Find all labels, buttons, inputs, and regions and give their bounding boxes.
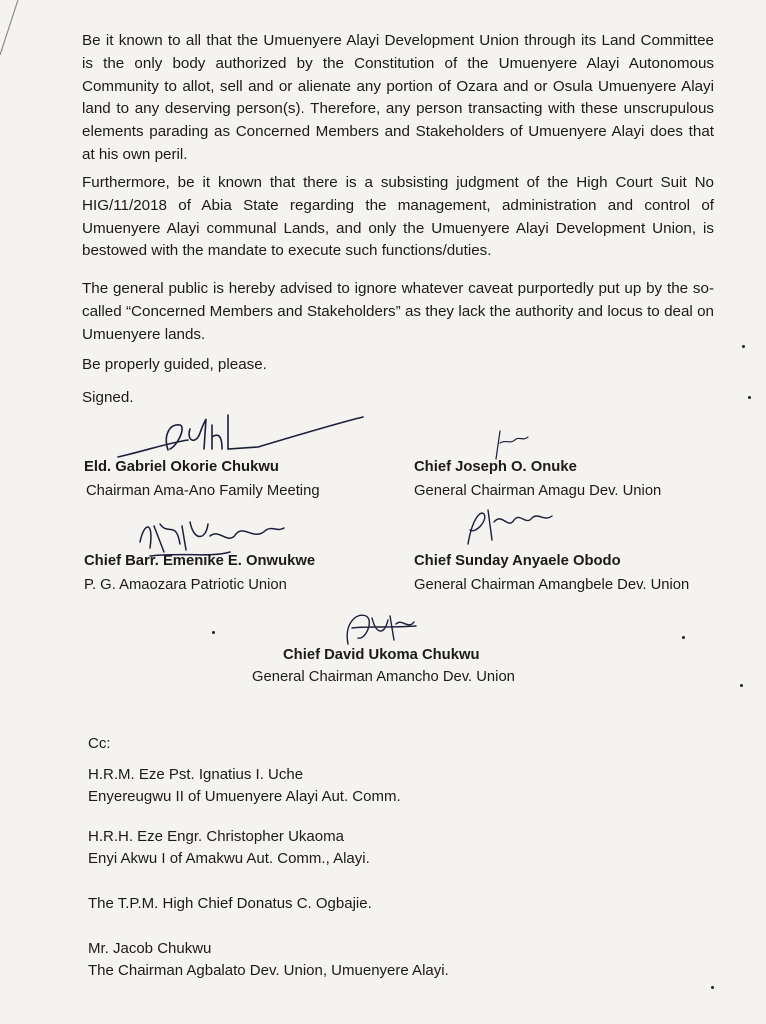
cc-label: Cc: (88, 735, 111, 752)
signatory-title-emenike: P. G. Amaozara Patriotic Union (84, 577, 287, 593)
scan-speck (742, 345, 745, 348)
signatory-name-sunday: Chief Sunday Anyaele Obodo (414, 553, 621, 569)
cc-recipient-2-name: H.R.H. Eze Engr. Christopher Ukaoma (88, 828, 344, 845)
scan-speck (748, 396, 751, 399)
cc-recipient-1-name: H.R.M. Eze Pst. Ignatius I. Uche (88, 766, 304, 783)
paragraph-authority: Be it known to all that the Umuenyere Alayi Development Union through its Land Committee is the only body authorized by the Constitution of the Umuenyere Alayi Autonomous Community to allot, sell and or alienate any portion of Ozara and or Osula Umuenyere Alayi land to any deserving person(s). Therefore, any person transacting with these unscrupulous elements parading as Concerned Members and Stakeholders of Umuenyere Alayi does that at his own peril. (82, 32, 714, 163)
cc-recipient-3-name: The T.P.M. High Chief Donatus C. Ogbajie. (88, 895, 372, 912)
signatory-name-emenike: Chief Barr. Emenike E. Onwukwe (84, 553, 316, 569)
signature-gabriel (108, 405, 368, 465)
signatory-title-david: General Chairman Amancho Dev. Union (252, 669, 515, 685)
cc-recipient-2-title: Enyi Akwu I of Amakwu Aut. Comm., Alayi. (88, 850, 370, 867)
cc-recipient-4-title: The Chairman Agbalato Dev. Union, Umuenyere Alayi. (88, 962, 449, 979)
signature-sunday (454, 500, 564, 550)
scan-speck (740, 684, 743, 687)
signatory-name-gabriel: Eld. Gabriel Okorie Chukwu (84, 459, 279, 475)
signatory-title-gabriel: Chairman Ama-Ano Family Meeting (86, 483, 320, 499)
paragraph-judgment: Furthermore, be it known that there is a subsisting judgment of the High Court Suit No HIG/11/2018 of Abia State regarding the management, administration and control of Umuenyere Alayi communal Lands, and only the Umuenyere Alayi Development Union, is bestowed with the mandate to execute such functions/duties. (82, 174, 714, 260)
cc-recipient-1-title: Enyereugwu II of Umuenyere Alayi Aut. Comm. (88, 788, 401, 805)
scan-speck (682, 636, 685, 639)
signatory-title-joseph: General Chairman Amagu Dev. Union (414, 483, 662, 499)
cc-recipient-4-name: Mr. Jacob Chukwu (88, 940, 212, 957)
closing-line: Be properly guided, please. (82, 356, 267, 373)
signatory-title-sunday: General Chairman Amangbele Dev. Union (414, 577, 690, 593)
signed-label: Signed. (82, 389, 134, 406)
page-fold-mark (0, 0, 30, 60)
signatory-name-joseph: Chief Joseph O. Onuke (414, 459, 577, 475)
scan-speck (711, 986, 714, 989)
signatory-name-david: Chief David Ukoma Chukwu (283, 647, 480, 663)
scan-speck (212, 631, 215, 634)
paragraph-advice: The general public is hereby advised to ignore whatever caveat purportedly put up by the so-called “Concerned Members and Stakeholders” as they lack the authority and locus to deal on Umuenyere lands. (82, 280, 714, 343)
